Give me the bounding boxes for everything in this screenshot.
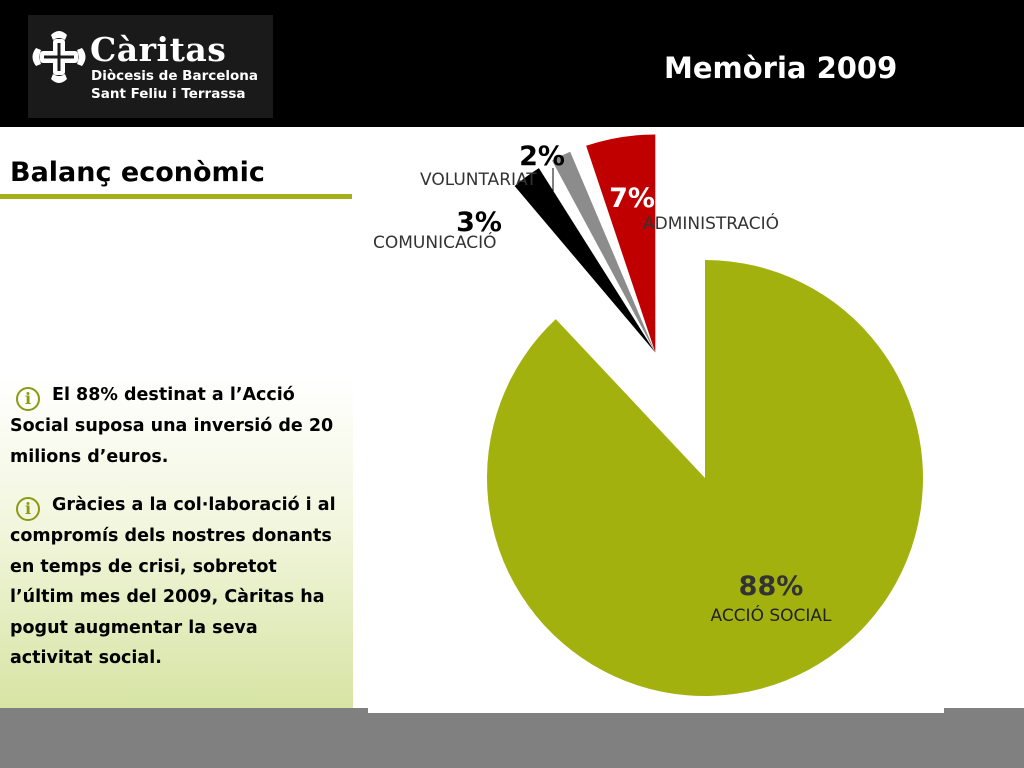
slice-value-label-administracio: 7% [609,183,655,214]
logo-region-line: Sant Feliu i Terrassa [91,86,246,102]
info-text: Gràcies a la col·laboració i al compromís dels nostres donants en temps de crisi, sobretot l’últim mes del 2009, Càritas ha pogut augmentar la seva activitat social. [10,495,336,668]
pie-slice-administracio [586,134,655,352]
page-title: Balanç econòmic [10,157,265,188]
slice-category-label-comunicacio: COMUNICACIÓ [373,233,497,253]
slice-value-label-accio-social: 88% [738,571,804,602]
slice-category-label-voluntariat: VOLUNTARIAT [420,170,537,190]
info-text: El 88% destinat a l’Acció Social suposa una inversió de 20 milions d’euros. [10,385,334,467]
slice-category-label-accio-social: ACCIÓ SOCIAL [710,606,832,626]
info-icon: i [16,387,40,411]
slice-value-label-comunicacio: 3% [456,207,502,238]
slice-value-label-voluntariat: 2% [519,141,565,172]
logo-name: Càritas [90,30,227,69]
report-title: Memòria 2009 [664,51,898,85]
pie-slice-accio-social [487,260,923,696]
logo-diocese-line: Diòcesis de Barcelona [91,68,259,84]
slice-category-label-administracio: ADMINISTRACIÓ [643,214,780,234]
info-icon: i [16,497,40,521]
